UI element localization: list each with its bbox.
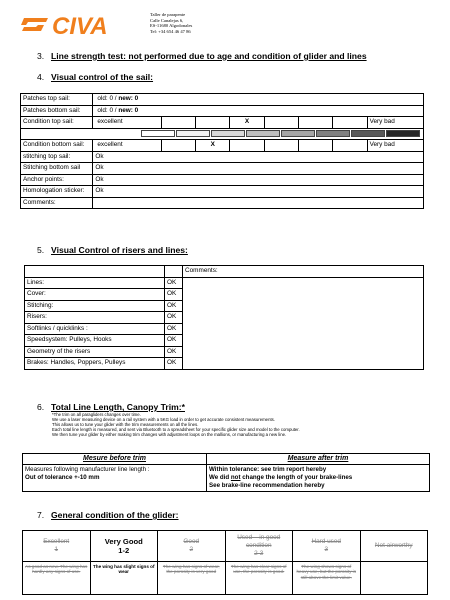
- row-label: Patches bottom sail:: [21, 105, 93, 117]
- section-5-heading: [37, 245, 188, 255]
- table-row: [23, 465, 430, 492]
- gradient-segment: [211, 130, 245, 137]
- row-label: Geometry of the risers: [25, 346, 165, 358]
- grade-number: 2-3: [254, 550, 264, 557]
- table-row: [21, 186, 424, 198]
- address-line: Taller de parapente: [150, 12, 186, 17]
- before-trim-cell: [23, 465, 207, 492]
- after-trim-cell: [207, 465, 430, 492]
- row-value: OK: [165, 277, 183, 289]
- comments-header: Comments:: [183, 266, 424, 278]
- grade-description: The wing has clear signs of use, the porosity is good.: [230, 564, 287, 575]
- condition-mark: X: [230, 117, 264, 129]
- row-value: Ok: [93, 186, 424, 198]
- grade-title-cell: [23, 531, 91, 562]
- row-label: Stitching:: [25, 300, 165, 312]
- grade-desc-cell: [225, 562, 293, 595]
- section-number: 3.: [37, 51, 45, 61]
- row-label: Comments:: [21, 197, 93, 209]
- section-3-heading: [37, 51, 367, 61]
- section-7-heading: [37, 510, 178, 520]
- row-label: Softlinks / quicklinks :: [25, 323, 165, 335]
- grade-description: As good as new. The wing has hardly any signs of use.: [25, 564, 88, 575]
- grade-title: Hard used: [311, 538, 341, 545]
- grade-title: Used – in good condition: [237, 534, 281, 549]
- section-4-heading: [37, 72, 153, 82]
- sail-control-table: [20, 93, 424, 209]
- condition-gradient: [127, 128, 424, 140]
- note-line: We then tune your glider by either making trim changes with adjustment loops on the mallions, or manufacturing a new line.: [52, 431, 287, 437]
- condition-gradient-bar: [141, 130, 421, 137]
- gradient-segment: [246, 130, 280, 137]
- grade-desc-cell: [360, 562, 428, 595]
- gradient-segment: [281, 130, 315, 137]
- scale-left-label: excellent: [93, 117, 127, 129]
- grade-title-cell: [90, 531, 158, 562]
- section-number: 4.: [37, 72, 45, 82]
- table-row: [21, 117, 424, 129]
- table-row: [21, 174, 424, 186]
- row-value: OK: [165, 300, 183, 312]
- grade-title-cell: [293, 531, 361, 562]
- comments-cell: [183, 277, 424, 369]
- after-line: Within tolerance: see trim report hereby: [209, 466, 327, 473]
- grade-title-cell: [360, 531, 428, 562]
- section-number: 6.: [37, 402, 45, 412]
- row-value: [93, 197, 424, 209]
- section-number: 5.: [37, 245, 45, 255]
- row-label: Condition bottom sail:: [21, 140, 93, 152]
- grade-title-row: [23, 531, 428, 562]
- table-row: [21, 94, 424, 106]
- section-title: General condition of the glider:: [51, 510, 179, 520]
- row-value: OK: [165, 346, 183, 358]
- grade-number: 1: [54, 546, 59, 553]
- gradient-row: [21, 128, 424, 140]
- gradient-segment: [351, 130, 385, 137]
- note-line: *The trim on all paragliders changes over time.: [52, 412, 141, 417]
- grade-title: Not airworthy: [374, 542, 413, 549]
- scale-left-label: excellent: [93, 140, 127, 152]
- scale-right-label: Very bad: [367, 140, 423, 152]
- risers-lines-table: [24, 265, 424, 370]
- before-line: Measures following manufacturer line length :: [25, 466, 150, 473]
- after-trim-header: Measure after trim: [207, 454, 430, 465]
- row-label: Risers:: [25, 312, 165, 324]
- gradient-segment: [141, 130, 175, 137]
- note-line: We use a laser measuring device on a rail system with a 5KG load in order to get accurate consistent measurements.: [52, 416, 275, 422]
- grade-title: Excellent: [43, 538, 70, 545]
- trim-notes: [52, 413, 432, 438]
- table-header-row: [23, 454, 430, 465]
- grade-description: The wing has slight signs of wear: [92, 564, 155, 575]
- grade-description: The wing has signs of wear, the porosity is very good: [162, 564, 220, 575]
- row-value: Ok: [93, 151, 424, 163]
- section-6-heading: [37, 402, 185, 412]
- row-value: OK: [165, 289, 183, 301]
- grade-desc-cell: [23, 562, 91, 595]
- grade-desc-cell: [293, 562, 361, 595]
- grade-number: 2: [189, 546, 194, 553]
- svg-text:CIVA: CIVA: [52, 13, 108, 40]
- after-line: We did not change the length of your brake-lines: [209, 474, 353, 481]
- section-title: Total Line Length, Canopy Trim:*: [51, 402, 185, 412]
- table-row: [21, 105, 424, 117]
- table-row: [21, 197, 424, 209]
- before-line: Out of tolerance +-10 mm: [25, 474, 100, 481]
- gradient-segment: [386, 130, 420, 137]
- table-header-row: [25, 266, 424, 278]
- row-value: OK: [165, 335, 183, 347]
- address-line: Calle Canalejas 6,: [150, 17, 184, 23]
- condition-mark: X: [196, 140, 230, 152]
- grade-desc-cell: [90, 562, 158, 595]
- grade-title-cell: [158, 531, 226, 562]
- grade-title-cell: [225, 531, 293, 562]
- grade-number: 1-2: [118, 546, 130, 555]
- row-label: Anchor points:: [21, 174, 93, 186]
- row-label: Speedsystem: Pulleys, Hooks: [25, 335, 165, 347]
- row-label: Condition top sail:: [21, 117, 93, 129]
- glider-condition-table: [22, 530, 428, 595]
- grade-number: 3: [324, 546, 329, 553]
- row-value: OK: [165, 358, 183, 370]
- row-value: Ok: [93, 174, 424, 186]
- scale-right-label: Very bad: [367, 117, 423, 129]
- table-row: [25, 277, 424, 289]
- grade-desc-cell: [158, 562, 226, 595]
- address-line: ES-11680 Algodonales: [150, 23, 193, 29]
- civa-logo: [18, 10, 136, 40]
- row-label: stitching top sail:: [21, 151, 93, 163]
- section-title: Visual control of the sail:: [51, 72, 154, 82]
- gradient-segment: [176, 130, 210, 137]
- section-number: 7.: [37, 510, 45, 520]
- grade-title: Good: [183, 538, 200, 545]
- table-row: [21, 140, 424, 152]
- row-value: OK: [165, 312, 183, 324]
- row-label: Cover:: [25, 289, 165, 301]
- row-label: Patches top sail:: [21, 94, 93, 106]
- section-title: Line strength test: not performed due to age and condition of glider and lines: [51, 51, 367, 61]
- row-value: Ok: [93, 163, 424, 175]
- row-label: Lines:: [25, 277, 165, 289]
- workshop-address: [150, 12, 192, 34]
- note-line: Each total line length is measured, and sent via Bluetooth to a spreadsheet for your specific glider size and model to the computer.: [52, 426, 300, 432]
- grade-description: The wing shows signs of heavy use, but the porosity is still above the limit value.: [296, 564, 356, 580]
- grade-title: Very Good: [104, 537, 143, 546]
- table-row: [21, 163, 424, 175]
- row-value: old: 0 / new: 0: [93, 94, 424, 106]
- gradient-segment: [316, 130, 350, 137]
- after-line: See brake-line recommendation hereby: [209, 482, 325, 489]
- grade-desc-row: [23, 562, 428, 595]
- row-label: Homologation sticker:: [21, 186, 93, 198]
- note-line: This allows us to tune your glider with the trim measurements on all the lines.: [52, 421, 199, 427]
- before-trim-header: Mesure before trim: [23, 454, 207, 465]
- row-label: Brakes: Handles, Poppers, Pulleys: [25, 358, 165, 370]
- table-row: [21, 151, 424, 163]
- row-value: OK: [165, 323, 183, 335]
- section-title: Visual Control of risers and lines:: [51, 245, 188, 255]
- address-line: Tel: +34 654 46 47 86: [150, 28, 191, 34]
- trim-measure-table: [22, 453, 430, 492]
- row-value: old: 0 / new: 0: [93, 105, 424, 117]
- row-label: Stitching bottom sail: [21, 163, 93, 175]
